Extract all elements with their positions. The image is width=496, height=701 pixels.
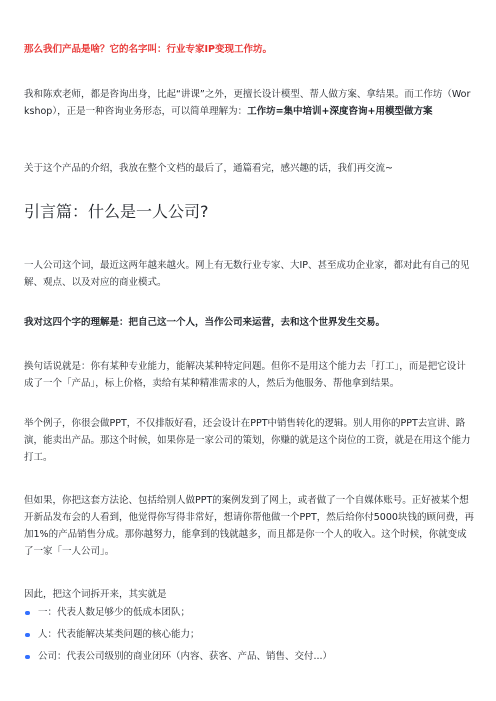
paragraph-5: 但如果，你把这套方法论、包括给别人做PPT的案例发到了网上，或者做了一个自媒体账号。正好被某个想开新品发布会的人看到，他觉得你写得非常好，想请你帮他做一个PPT，然后给你付5000块钱的顾问费，再加1%的产品销售分成。那你越努力，能拿到的钱就越多，而且都是你一个人的收入。这个时候，你就变成了一家「一人公司」。 <box>24 495 474 557</box>
team-description <box>24 86 474 120</box>
list-item-text: 公司：代表公司级别的商业闭环（内容、获客、产品、销售、交付...） <box>38 651 333 662</box>
workshop-formula: 工作坊=集中培训+深度咨询+用模型做方案 <box>247 106 433 117</box>
closing-note: 关于这个产品的介绍，我放在整个文档的最后了，通篇看完，感兴趣的话，我们再交流~ <box>24 163 393 174</box>
list-item <box>24 604 474 621</box>
bullet-dot-icon <box>25 633 30 638</box>
list-item <box>24 648 474 665</box>
paragraph-3: 换句话说就是：你有某种专业能力，能解决某种特定问题。但你不是用这个能力去「打工」，而是把它设计成了一个「产品」，标上价格，卖给有某种精准需求的人，然后为他服务、帮他拿到结果。 <box>24 361 466 389</box>
paragraph-definition: 我对这四个字的理解是：把自己这一个人，当作公司来运营，去和这个世界发生交易。 <box>24 317 386 328</box>
product-question: 那么我们产品是啥？它的名字叫：行业专家IP变现工作坊。 <box>24 44 272 55</box>
paragraph-1: 一人公司这个词，最近这两年越来越火。网上有无数行业专家、大IP、甚至成功企业家，都对此有自己的见解、观点、以及对应的商业模式。 <box>24 260 470 288</box>
paragraph-example: 举个例子，你很会做PPT，不仅排版好看，还会设计在PPT中销售转化的逻辑。别人用你的PPT去宣讲、路演，能卖出产品。那这个时候，如果你是一家公司的策划，你赚的就是这个岗位的工资，就是在用这个能力打工。 <box>24 418 471 463</box>
bullet-list <box>24 604 474 670</box>
list-item <box>24 626 474 643</box>
section-heading: 引言篇：什么是一人公司? <box>24 202 209 221</box>
paragraph-6: 因此，把这个词拆开来，其实就是 <box>24 589 167 600</box>
bullet-dot-icon <box>25 611 30 616</box>
bullet-dot-icon <box>25 655 30 660</box>
list-item-text: 人：代表能解决某类问题的核心能力； <box>38 629 200 640</box>
list-item-text: 一：代表人数足够少的低成本团队； <box>38 607 191 618</box>
team-description-text: 我和陈欢老师，都是咨询出身，比起“讲课”之外，更擅长设计模型、帮人做方案、拿结果。而工作坊（Workshop），正是一种咨询业务形态，可以简单理解为： <box>24 89 471 117</box>
